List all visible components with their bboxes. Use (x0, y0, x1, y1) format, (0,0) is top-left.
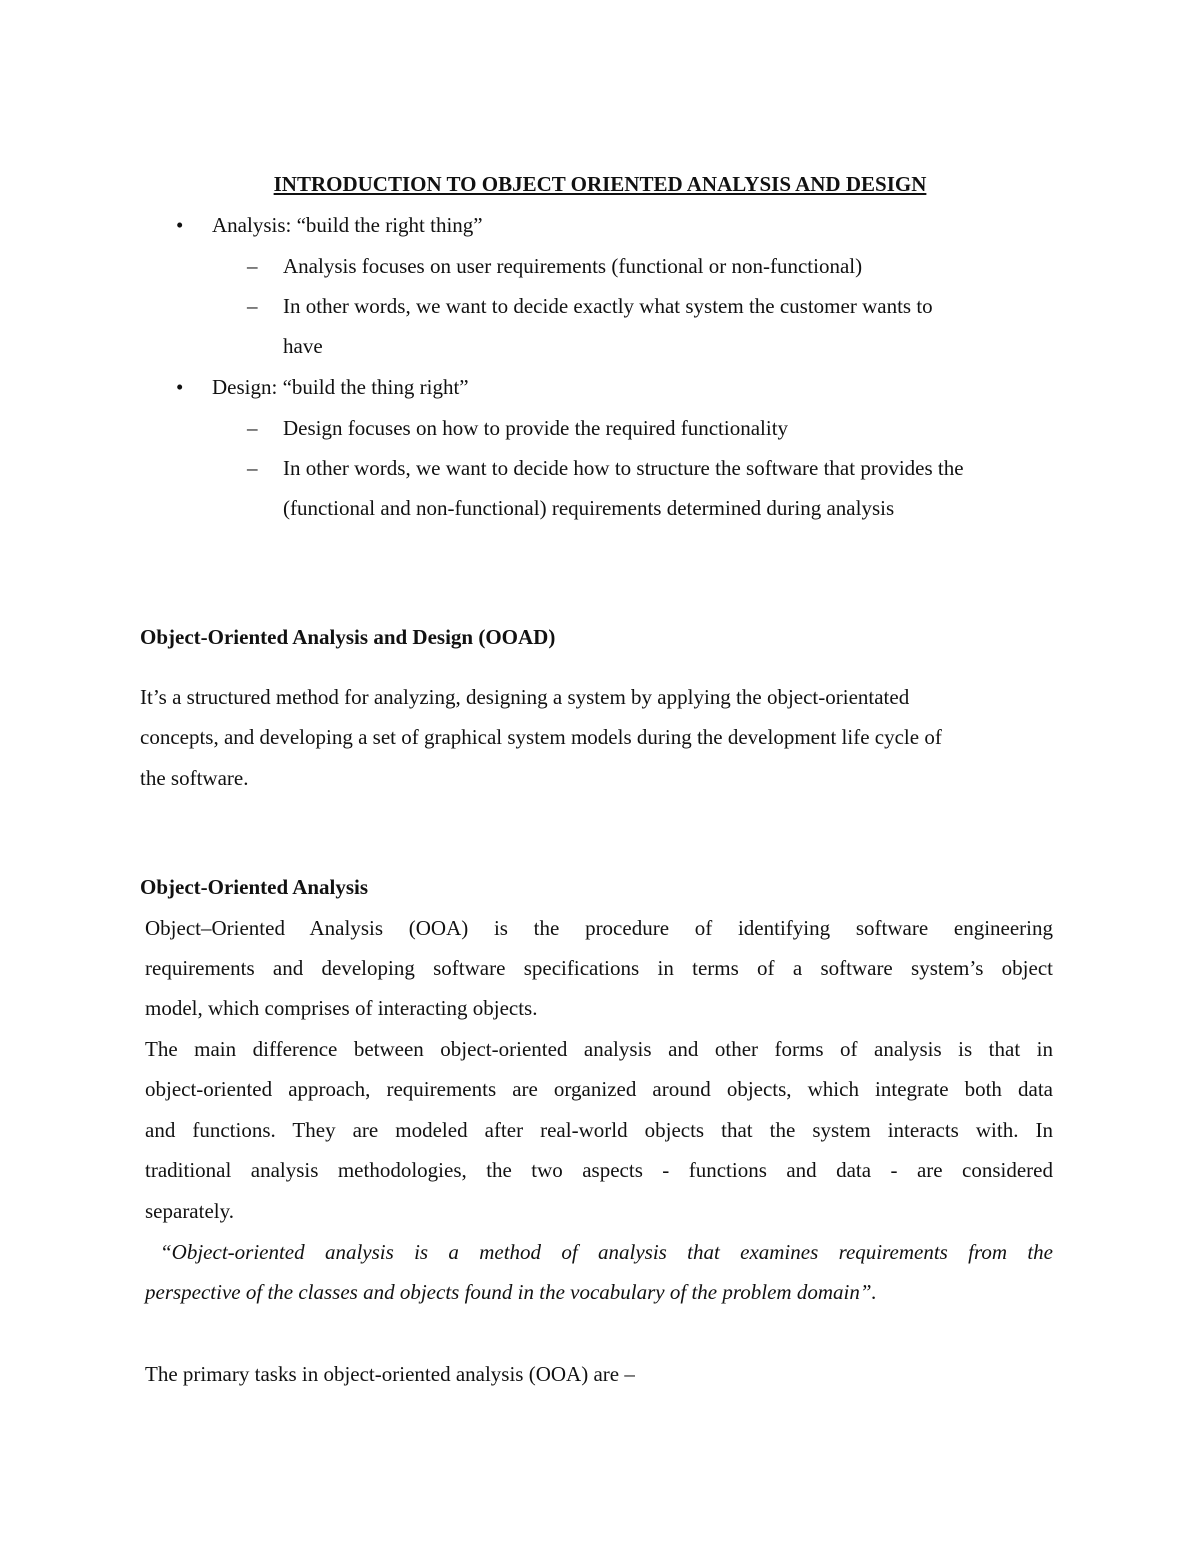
sub-bullet-analysis-words: In other words, we want to decide exactly what system the customer wants to (283, 294, 933, 318)
sub-bullet-design-words: In other words, we want to decide how to structure the software that provides the (283, 456, 964, 480)
ooa-paragraph-line: Object–Oriented Analysis (OOA) is the procedure of identifying software engineering (145, 916, 1053, 940)
ooa-tasks-intro: The primary tasks in object-oriented analysis (OOA) are – (145, 1362, 635, 1386)
section-heading-ooad: Object-Oriented Analysis and Design (OOAD) (140, 625, 556, 649)
sub-bullet-design-focus: Design focuses on how to provide the required functionality (283, 416, 789, 440)
ooad-paragraph-line: It’s a structured method for analyzing, designing a system by applying the object-orientated (140, 685, 910, 709)
sub-bullet-marker: – (247, 456, 258, 480)
ooa-paragraph-line: separately. (145, 1199, 235, 1223)
ooa-paragraph-line: and functions. They are modeled after real-world objects that the system interacts with. In (145, 1118, 1053, 1142)
ooad-paragraph-line: the software. (140, 766, 249, 790)
bullet-marker: • (176, 213, 184, 237)
section-heading-ooa: Object-Oriented Analysis (140, 875, 369, 899)
sub-bullet-marker: – (247, 294, 258, 318)
page-title: INTRODUCTION TO OBJECT ORIENTED ANALYSIS AND DESIGN (273, 172, 927, 196)
sub-bullet-design-words-cont: (functional and non-functional) requirements determined during analysis (283, 496, 895, 520)
bullet-design: Design: “build the thing right” (212, 375, 469, 399)
ooad-paragraph-line: concepts, and developing a set of graphical system models during the development life cycle of (140, 725, 942, 749)
ooa-quote-line: “Object-oriented analysis is a method of analysis that examines requirements from the (160, 1240, 1053, 1264)
sub-bullet-marker: – (247, 254, 258, 278)
ooa-paragraph-line: model, which comprises of interacting objects. (145, 996, 538, 1020)
bullet-analysis: Analysis: “build the right thing” (212, 213, 483, 237)
sub-bullet-marker: – (247, 416, 258, 440)
ooa-paragraph-line: traditional analysis methodologies, the two aspects - functions and data - are considered (145, 1158, 1053, 1182)
ooa-paragraph-line: The main difference between object-oriented analysis and other forms of analysis is that in (145, 1037, 1053, 1061)
sub-bullet-analysis-focus: Analysis focuses on user requirements (functional or non-functional) (283, 254, 863, 278)
ooa-paragraph-line: object-oriented approach, requirements are organized around objects, which integrate both data (145, 1077, 1053, 1101)
bullet-marker: • (176, 375, 184, 399)
ooa-paragraph-line: requirements and developing software specifications in terms of a software system’s object (145, 956, 1053, 980)
sub-bullet-analysis-words-cont: have (283, 334, 323, 358)
ooa-quote-line: perspective of the classes and objects found in the vocabulary of the problem domain”. (145, 1280, 877, 1304)
